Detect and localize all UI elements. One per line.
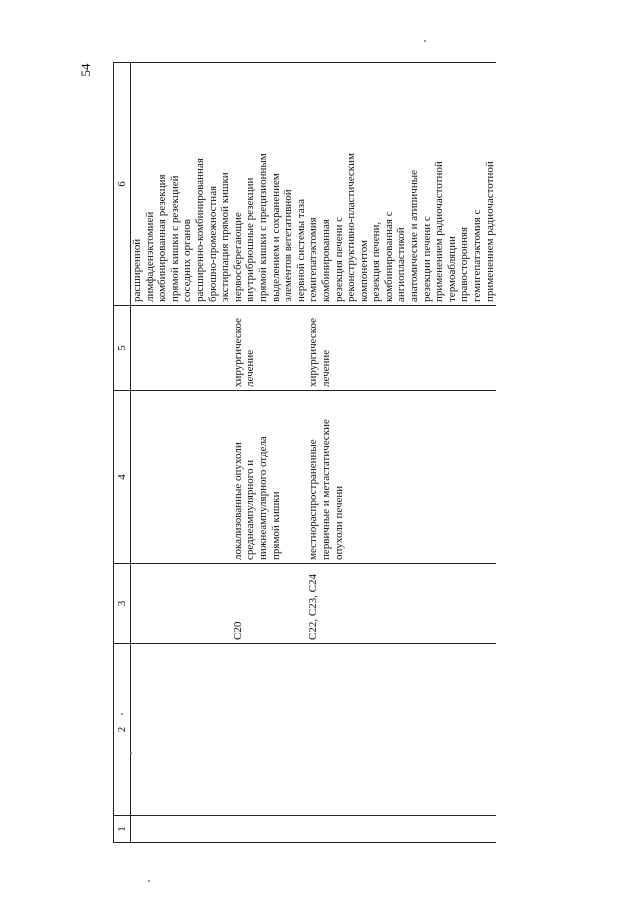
cell-text-line: лимфаденэктомией: [143, 211, 156, 302]
header-col-1: 1: [114, 816, 131, 843]
cell-text-line: выделением и сохранением: [269, 173, 282, 302]
cell-treatment-method: [307, 63, 496, 306]
cell-icd-code: C22, C23, C24: [307, 564, 496, 644]
cell-diagnosis: [131, 391, 232, 564]
cell-text-line: комбинированная резекция: [156, 174, 169, 302]
cell-text-line: нижнеампулярного отдела: [256, 436, 269, 560]
cell-text-line: правосторонняя: [458, 226, 471, 302]
table-row: [307, 63, 496, 843]
scan-speck: [130, 752, 132, 754]
header-col-4: 4: [114, 391, 131, 564]
cell-icd-code: C20: [232, 564, 308, 644]
cell-col-2: [232, 644, 308, 816]
cell-text-line: расширенно-комбинированная: [193, 158, 206, 302]
cell-text-line: комбинированная с: [382, 211, 395, 302]
cell-text-line: прямой кишки: [269, 491, 282, 560]
cell-col-1: [307, 816, 496, 843]
cell-text-line: брюшно-промежностная: [206, 185, 219, 302]
cell-text-line: применением радиочастотной: [483, 161, 496, 302]
cell-treatment-type: [232, 306, 308, 391]
cell-text-line: нервной системы таза: [294, 199, 307, 302]
scan-speck: [424, 40, 426, 42]
cell-col-2: [307, 644, 496, 816]
cell-text-line: лечение: [244, 349, 257, 387]
cell-text-line: анатомические и атипичные: [408, 170, 421, 302]
cell-text-line: гемигепатэктомия: [307, 217, 320, 302]
cell-text-line: лечение: [319, 349, 332, 387]
cell-text-line: применением радиочастотной: [433, 161, 446, 302]
cell-text-line: соседних органов: [181, 218, 194, 302]
cell-text-line: первичные и метастатические: [319, 419, 332, 560]
cell-diagnosis: [232, 391, 308, 564]
cell-col-2: [131, 644, 232, 816]
cell-text-line: экстирпация прямой кишки: [219, 172, 232, 302]
cell-text-line: внутрибрюшные резекции: [244, 177, 257, 302]
cell-text-line: расширенной: [131, 238, 143, 302]
table-row: [232, 63, 308, 843]
cell-text-line: термоабляции: [445, 236, 458, 302]
scan-speck: [148, 880, 150, 882]
header-col-2: 2: [114, 644, 131, 816]
cell-text-line: резекции печени с: [420, 216, 433, 302]
cell-treatment-type: [307, 306, 496, 391]
cell-text-line: резекция печени,: [370, 221, 383, 302]
cell-text-line: местнораспространенные: [307, 439, 320, 560]
cell-text-line: хирургическое: [307, 317, 320, 387]
cell-text-line: компонентом: [357, 240, 370, 302]
cell-text-line: хирургическое: [231, 317, 244, 387]
cell-col-1: [131, 816, 232, 843]
cell-text-line: локализованные опухоли: [231, 442, 244, 560]
cell-text-line: прямой кишки с прецизионным: [256, 153, 269, 302]
cell-text-line: среднеампулярного и: [244, 459, 257, 560]
cell-col-1: [232, 816, 308, 843]
cell-treatment-type: [131, 306, 232, 391]
cell-icd-code: [131, 564, 232, 644]
header-col-5: 5: [114, 306, 131, 391]
table-row: [131, 63, 232, 843]
cell-text-line: элементов вегетативной: [282, 189, 295, 302]
cell-text-line: нервосберегающие: [231, 212, 244, 302]
scan-speck: [121, 713, 123, 715]
cell-text-line: ангиопластикой: [395, 227, 408, 302]
header-col-3: 3: [114, 564, 131, 644]
cell-text-line: комбинированная: [319, 219, 332, 302]
header-row: [114, 63, 131, 843]
rotated-table-container: [113, 63, 601, 843]
page-number: 54: [78, 63, 93, 77]
cell-text-line: опухоли печени: [332, 485, 345, 560]
header-col-6: 6: [114, 63, 131, 306]
clinical-table: [113, 62, 496, 843]
cell-text-line: гемигепатэктомия с: [471, 209, 484, 302]
cell-treatment-method: [232, 63, 308, 306]
cell-text-line: прямой кишки с резекцией: [168, 175, 181, 302]
cell-text-line: реконструктивно-пластическим: [345, 153, 358, 302]
cell-treatment-method: [131, 63, 232, 306]
cell-text-line: резекция печени с: [332, 217, 345, 302]
cell-diagnosis: [307, 391, 496, 564]
